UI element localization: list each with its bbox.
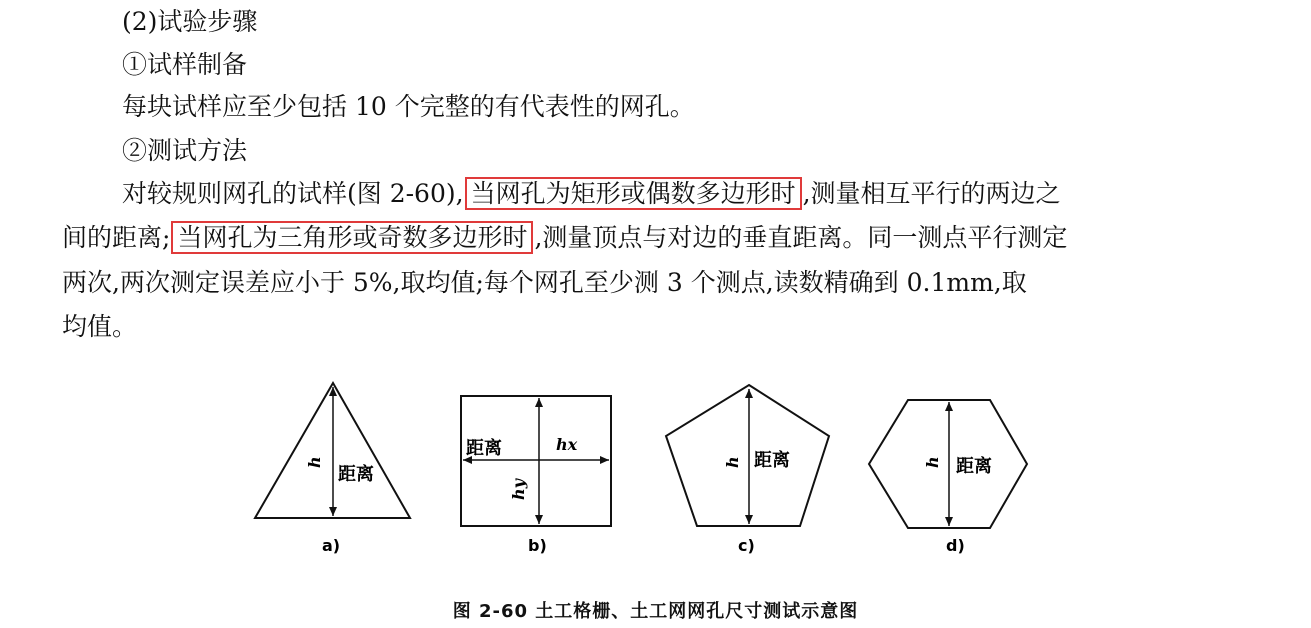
test-method-heading: ②测试方法 xyxy=(122,136,248,165)
panel-c-caption: c) xyxy=(738,536,755,555)
paragraph-line-1 xyxy=(122,176,1061,212)
rectangle-hy-label: hy xyxy=(509,479,528,500)
triangle-diagram xyxy=(255,383,410,555)
figure-caption: 图 2-60 土工格栅、土工网网孔尺寸测试示意图 xyxy=(452,601,859,622)
rectangle-hx-label: hx xyxy=(556,435,578,454)
sample-prep-heading: ①试样制备 xyxy=(122,50,248,79)
rectangle-distance-label: 距离 xyxy=(466,438,502,459)
panel-b-caption: b) xyxy=(528,536,547,555)
sample-prep-text: 每块试样应至少包括 10 个完整的有代表性的网孔。 xyxy=(122,92,695,121)
triangle-h-label: h xyxy=(305,456,324,468)
paragraph-line-3: 两次,两次测定误差应小于 5%,取均值;每个网孔至少测 3 个测点,读数精确到 0.1mm,取 xyxy=(62,268,1027,297)
p2-before: 间的距离; xyxy=(62,223,171,252)
panel-d-caption: d) xyxy=(946,536,965,555)
triangle-distance-label: 距离 xyxy=(338,464,374,485)
hexagon-distance-label: 距离 xyxy=(956,456,992,477)
rectangle-diagram xyxy=(461,396,611,555)
step-heading: (2)试验步骤 xyxy=(122,7,258,36)
hexagon-h-label: h xyxy=(923,456,942,468)
pentagon-distance-label: 距离 xyxy=(754,450,790,471)
highlight-even-polygon: 当网孔为矩形或偶数多边形时 xyxy=(465,177,802,210)
paragraph-line-2 xyxy=(62,220,1067,256)
pentagon-h-label: h xyxy=(723,456,742,468)
p1-after: ,测量相互平行的两边之 xyxy=(802,179,1061,208)
mesh-measurement-figure xyxy=(0,360,1311,628)
p2-after: ,测量顶点与对边的垂直距离。同一测点平行测定 xyxy=(534,223,1068,252)
hexagon-diagram xyxy=(869,400,1027,555)
panel-a-caption: a) xyxy=(322,536,341,555)
highlight-odd-polygon: 当网孔为三角形或奇数多边形时 xyxy=(171,221,533,254)
p1-before: 对较规则网孔的试样(图 2-60), xyxy=(122,179,464,208)
paragraph-line-4: 均值。 xyxy=(62,312,138,341)
pentagon-diagram xyxy=(666,385,829,555)
